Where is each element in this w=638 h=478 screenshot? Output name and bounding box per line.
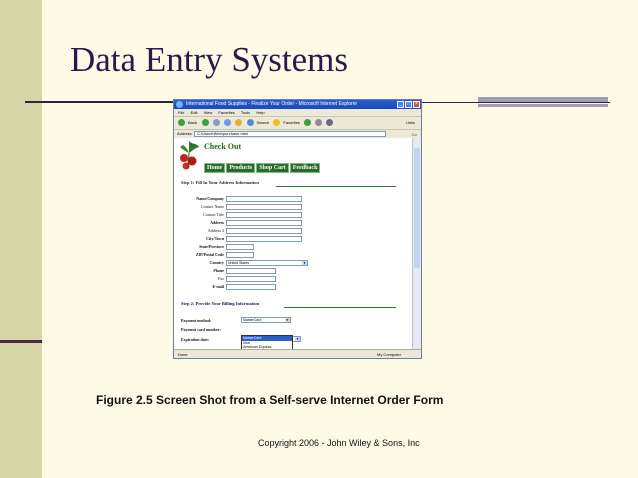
country-select[interactable]	[226, 260, 308, 266]
web-page-content	[174, 138, 414, 350]
go-button[interactable]: Go	[411, 132, 417, 137]
field-row	[174, 211, 414, 218]
field-row	[174, 267, 414, 274]
mail-icon[interactable]	[315, 119, 322, 126]
field-row	[174, 259, 414, 266]
field-label: Name/Company	[196, 196, 224, 201]
field-row	[174, 203, 414, 210]
ie-icon	[176, 101, 183, 108]
field-label: ZIP/Postal Code	[195, 252, 224, 257]
payment-option[interactable]: MasterCard	[242, 336, 292, 341]
back-label[interactable]: Back	[188, 120, 197, 125]
email-input[interactable]	[226, 284, 276, 290]
payment-method-value: MasterCard	[243, 318, 262, 322]
menu-view[interactable]: View	[203, 110, 213, 115]
field-label: Address	[210, 220, 224, 225]
field-label: City/Town	[206, 236, 224, 241]
browser-titlebar	[174, 100, 421, 109]
close-icon[interactable]: ×	[413, 101, 420, 108]
menu-tools[interactable]: Tools	[240, 110, 251, 115]
expiration-label: Expiration date:	[181, 337, 210, 342]
print-icon[interactable]	[326, 119, 333, 126]
address-label: Address	[177, 131, 192, 136]
site-nav	[204, 163, 320, 173]
chevron-down-icon[interactable]: ▼	[303, 261, 306, 265]
step1-rule	[276, 186, 396, 187]
left-accent-band	[0, 0, 42, 478]
menu-edit[interactable]: Edit	[190, 110, 198, 115]
address-input-field[interactable]	[226, 220, 302, 226]
nav-shop-cart[interactable]: Shop Cart	[256, 163, 289, 173]
nav-products[interactable]: Products	[226, 163, 255, 173]
title-rule-right-lower	[478, 104, 608, 107]
chevron-down-icon[interactable]: ▼	[286, 318, 289, 322]
city-input[interactable]	[226, 236, 302, 242]
window-title: International Food Supplies - Finalize Your Order - Microsoft Internet Explorer	[186, 101, 358, 107]
step2-heading: Step 2: Provide Your Billing Information	[181, 301, 260, 306]
maximize-icon[interactable]: □	[406, 101, 411, 107]
field-label: Fax	[218, 276, 224, 281]
contact-name-input[interactable]	[226, 204, 302, 210]
menu-help[interactable]: Help	[256, 110, 265, 115]
browser-screenshot	[173, 99, 422, 359]
forward-icon[interactable]	[202, 119, 209, 126]
back-icon[interactable]	[178, 119, 185, 126]
fax-input[interactable]	[226, 276, 276, 282]
refresh-icon[interactable]	[224, 119, 231, 126]
history-icon[interactable]	[304, 119, 311, 126]
card-number-label: Payment card number:	[181, 327, 221, 332]
figure-caption: Figure 2.5 Screen Shot from a Self-serve Internet Order Form	[96, 393, 444, 407]
browser-toolbar	[174, 117, 421, 130]
field-label: Contact Title	[203, 212, 224, 217]
favorites-label[interactable]: Favorites	[283, 120, 300, 125]
field-row	[174, 235, 414, 242]
menu-file[interactable]: File	[178, 110, 185, 115]
security-zone: My Computer	[376, 352, 401, 357]
stop-icon[interactable]	[213, 119, 220, 126]
chevron-down-icon[interactable]: ▼	[296, 337, 299, 341]
step1-heading: Step 1: Fill In Your Address Information	[181, 180, 259, 185]
field-label: Contact Name	[201, 204, 224, 209]
browser-statusbar	[174, 349, 421, 358]
field-row	[174, 227, 414, 234]
search-label[interactable]: Search	[256, 120, 270, 125]
field-label: Address 2	[207, 228, 224, 233]
search-icon[interactable]	[247, 119, 254, 126]
left-accent-rule	[0, 340, 42, 343]
menu-favorites[interactable]: Favorites	[218, 110, 235, 115]
country-value: United States	[228, 261, 250, 265]
browser-menubar	[174, 109, 421, 117]
status-text: Done	[178, 352, 188, 357]
field-row	[174, 219, 414, 226]
favorites-icon[interactable]	[273, 119, 280, 126]
payment-option[interactable]: American Express	[243, 345, 272, 349]
nav-feedback[interactable]: Feedback	[290, 163, 321, 173]
title-rule-right-thin	[420, 102, 610, 103]
vertical-scrollbar[interactable]	[412, 138, 421, 350]
state-input[interactable]	[226, 244, 254, 250]
address-input[interactable]: C:\Users\Web\purchase.html	[194, 131, 386, 137]
payment-method-select[interactable]	[241, 317, 291, 323]
scroll-thumb[interactable]	[414, 148, 420, 268]
title-rule-left	[25, 101, 173, 103]
contact-title-input[interactable]	[226, 212, 302, 218]
step2-rule	[284, 307, 396, 308]
name-company-input[interactable]	[226, 196, 302, 202]
title-rule-right-upper	[478, 97, 608, 102]
payment-option[interactable]: Visa	[243, 340, 250, 345]
home-icon[interactable]	[235, 119, 242, 126]
field-label: Phone	[213, 268, 224, 273]
field-label: State/Province	[199, 244, 224, 249]
address2-input[interactable]	[226, 228, 302, 234]
copyright-notice: Copyright 2006 - John Wiley & Sons, Inc	[258, 438, 420, 448]
field-row	[174, 283, 414, 290]
zip-input[interactable]	[226, 252, 254, 258]
minimize-icon[interactable]: _	[397, 101, 404, 108]
nav-home[interactable]: Home	[204, 163, 225, 173]
page-heading: Check Out	[204, 142, 242, 151]
field-label: E-mail	[212, 284, 224, 289]
slide-title: Data Entry Systems	[70, 40, 349, 79]
phone-input[interactable]	[226, 268, 276, 274]
field-row	[174, 275, 414, 282]
links-label[interactable]: Links	[405, 120, 415, 125]
payment-method-label: Payment method:	[181, 318, 212, 323]
field-row	[174, 195, 414, 202]
field-label: Country	[209, 260, 224, 265]
food-logo-icon	[177, 139, 201, 171]
field-row	[174, 243, 414, 250]
field-row	[174, 251, 414, 258]
window-controls	[397, 101, 420, 108]
